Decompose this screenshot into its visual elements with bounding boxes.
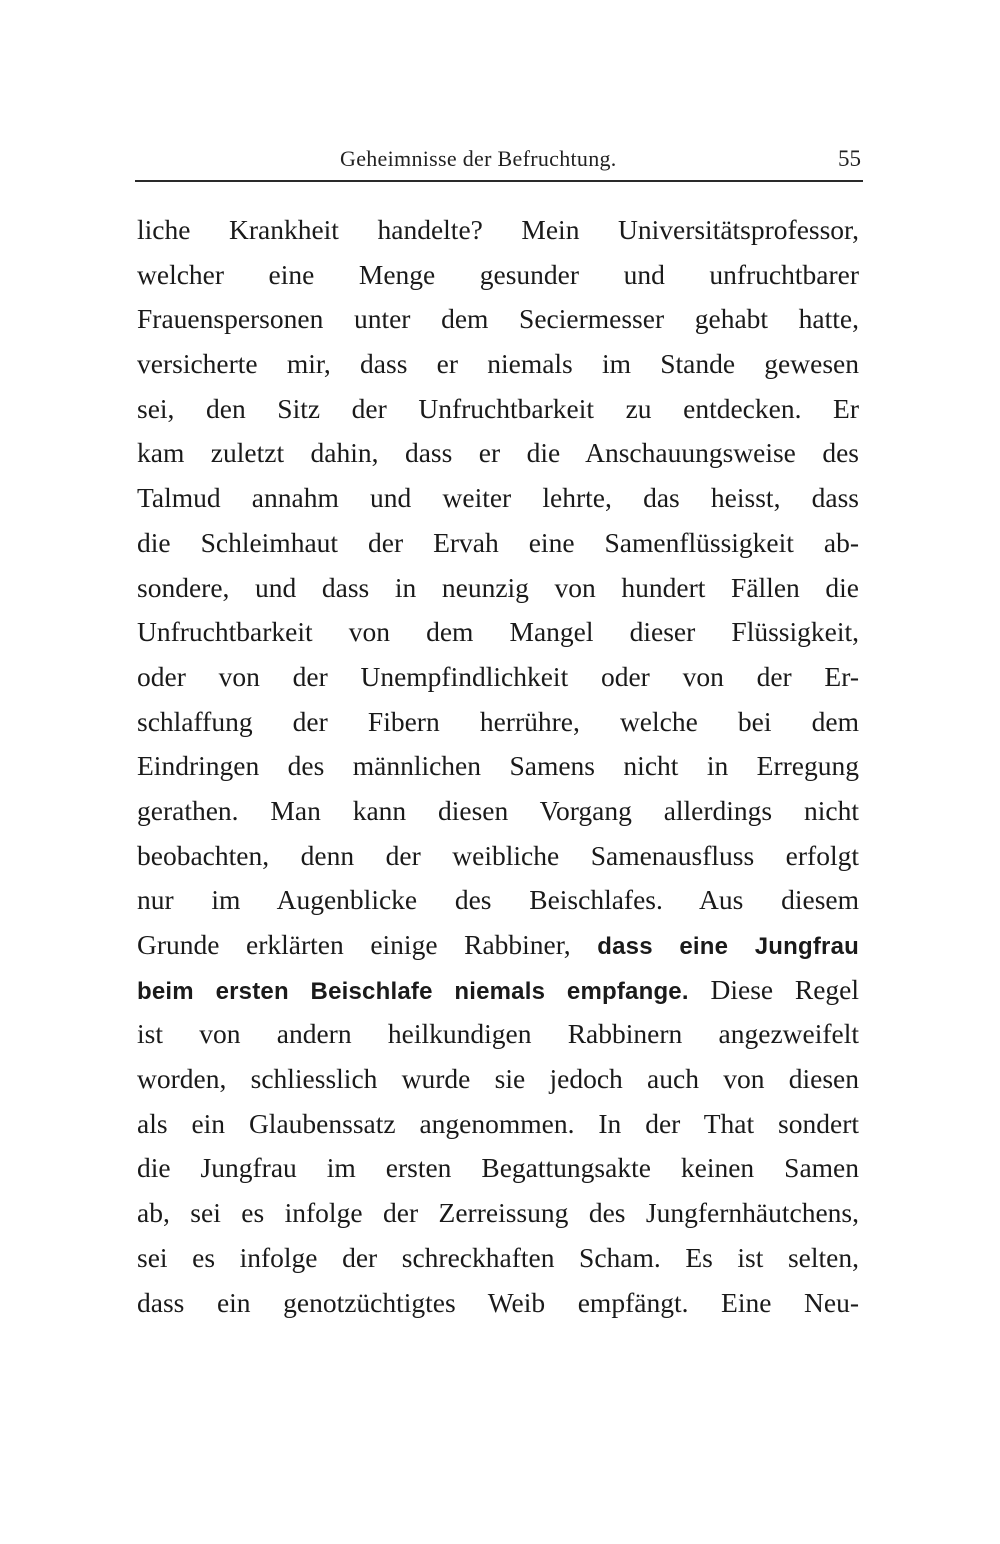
text-line: die Jungfrau im ersten Begattungsakte keinen Samen <box>137 1152 859 1184</box>
text-segment: Diese Regel <box>710 973 859 1005</box>
body-text <box>137 208 859 1325</box>
header-rule <box>135 180 863 182</box>
page-header <box>135 140 863 180</box>
text-line: Frauenspersonen unter dem Seciermesser gehabt hatte, <box>137 303 859 335</box>
text-line: sondere, und dass in neunzig von hundert Fällen die <box>137 571 859 603</box>
text-line: Unfruchtbarkeit von dem Mangel dieser Flüssigkeit, <box>137 616 859 648</box>
text-line: beobachten, denn der weibliche Samenausfluss erfolgt <box>137 839 859 871</box>
text-line: sei, den Sitz der Unfruchtbarkeit zu entdecken. Er <box>137 392 859 424</box>
text-line: die Schleimhaut der Ervah eine Samenflüssigkeit ab- <box>137 526 859 558</box>
page-number: 55 <box>838 146 861 171</box>
text-segment: Grunde erklärten einige Rabbiner, <box>137 929 571 960</box>
emphasized-text: beim ersten Beischlafe niemals empfange. <box>137 977 689 1005</box>
text-line: kam zuletzt dahin, dass er die Anschauungsweise des <box>137 437 859 469</box>
text-line: liche Krankheit handelte? Mein Universitätsprofessor, <box>137 214 859 245</box>
emphasized-text: dass eine Jungfrau <box>597 933 859 960</box>
text-line: welcher eine Menge gesunder und unfruchtbarer <box>137 258 859 290</box>
text-line: oder von der Unempfindlichkeit oder von der Er- <box>137 660 859 692</box>
text-line: dass ein genotzüchtigtes Weib empfängt. Eine Neu- <box>137 1286 859 1318</box>
text-line: worden, schliesslich wurde sie jedoch auch von diesen <box>137 1063 859 1095</box>
text-line: ist von andern heilkundigen Rabbinern angezweifelt <box>137 1018 859 1050</box>
text-line-mixed <box>137 923 859 968</box>
text-line: versicherte mir, dass er niemals im Stande gewesen <box>137 348 859 380</box>
text-line: schlaffung der Fibern herrühre, welche bei dem <box>137 705 859 737</box>
text-line: nur im Augenblicke des Beischlafes. Aus diesem <box>137 884 859 916</box>
text-line: sei es infolge der schreckhaften Scham. Es ist selten, <box>137 1241 859 1273</box>
text-line: Talmud annahm und weiter lehrte, das heisst, dass <box>137 482 859 514</box>
text-line: gerathen. Man kann diesen Vorgang allerdings nicht <box>137 794 859 826</box>
text-line-mixed <box>137 968 859 1013</box>
running-title: Geheimnisse der Befruchtung. <box>340 146 617 171</box>
text-line: ab, sei es infolge der Zerreissung des Jungfernhäutchens, <box>137 1197 859 1229</box>
text-line: als ein Glaubenssatz angenommen. In der That sondert <box>137 1107 859 1139</box>
text-line: Eindringen des männlichen Samens nicht in Erregung <box>137 750 859 782</box>
